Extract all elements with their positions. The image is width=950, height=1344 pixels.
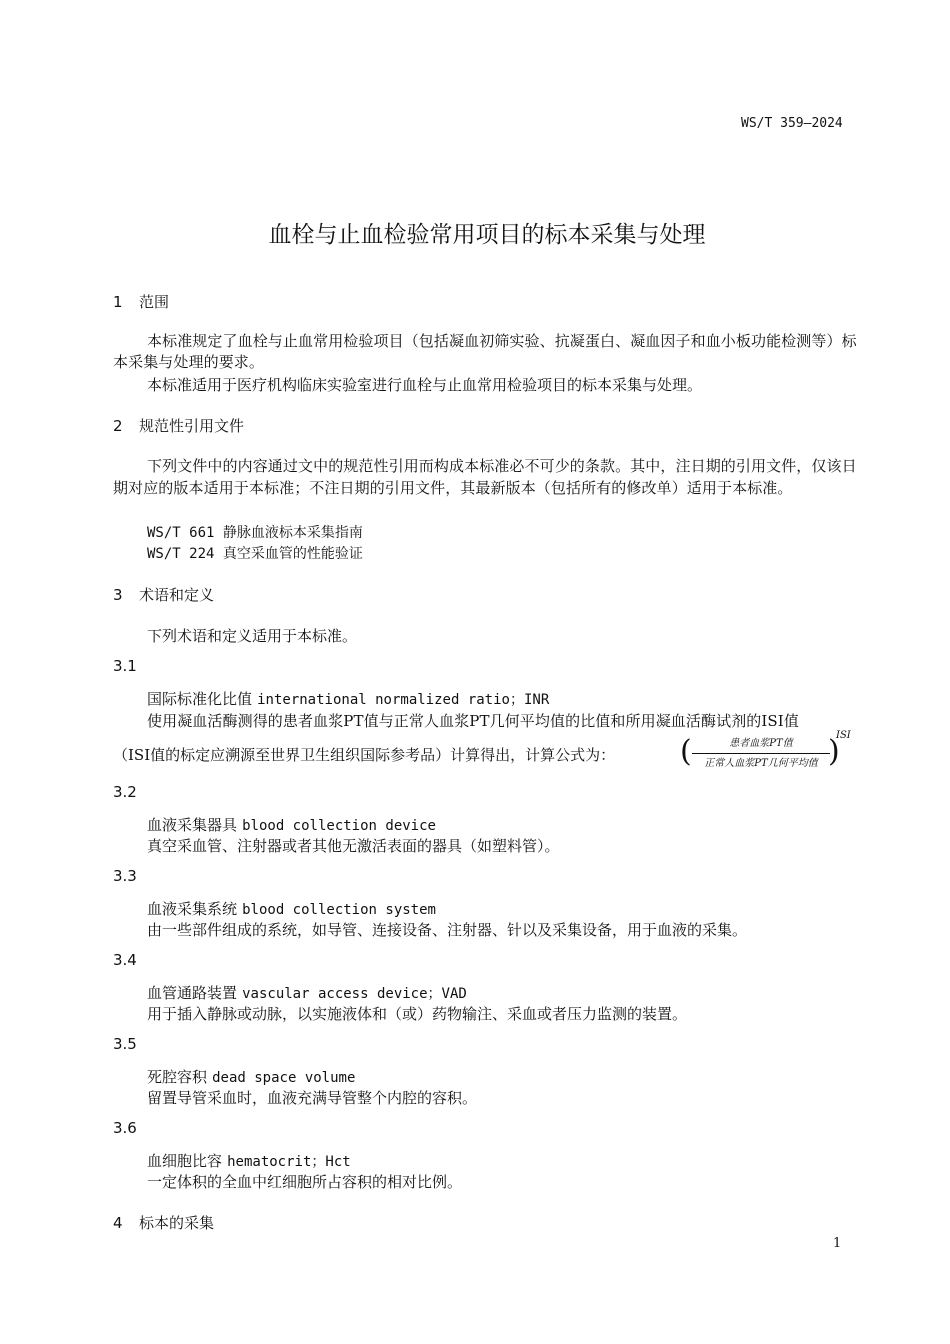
term-definition: 用于插入静脉或动脉，以实施液体和（或）药物输注、采血或者压力监测的装置。: [147, 1005, 688, 1023]
term-chinese: 血液采集器具: [147, 816, 238, 834]
page-number: 1: [833, 1236, 842, 1251]
term-number: 3.4: [113, 951, 137, 969]
term-definition: 使用凝血活酶测得的患者血浆PT值与正常人血浆PT几何平均值的比值和所用凝血活酶试剂的ISI值: [147, 712, 799, 730]
term-number: 3.3: [113, 867, 137, 885]
paragraph: 下列文件中的内容通过文中的规范性引用而构成本标准必不可少的条款。其中，注日期的引用文件，仅该日期对应的版本适用于本标准；不注日期的引用文件，其最新版本（包括所有的修改单）适用于本标准。: [113, 457, 857, 497]
term-english: blood collection device: [242, 818, 436, 834]
section-number: 2: [113, 417, 123, 435]
formula-exponent: ISI: [836, 730, 851, 741]
term-chinese: 血细胞比容: [147, 1152, 223, 1170]
term-definition: （ISI值的标定应溯源至世界卫生组织国际参考品）计算得出，计算公式为：: [113, 746, 616, 764]
term-number: 3.1: [113, 657, 137, 675]
term-title: [147, 814, 436, 835]
term-title: [147, 688, 549, 709]
term-english: dead space volume: [212, 1070, 356, 1086]
term-definition: 由一些部件组成的系统，如导管、连接设备、注射器、针以及采集设备，用于血液的采集。: [147, 921, 748, 939]
formula-numerator: 患者血浆PT值: [692, 736, 830, 754]
term-chinese: 死腔容积: [147, 1068, 208, 1086]
section-1-heading: [113, 291, 169, 312]
term-definition: 一定体积的全血中红细胞所占容积的相对比例。: [147, 1173, 463, 1191]
section-title: 标本的采集: [139, 1214, 215, 1232]
term-english: vascular access device；VAD: [242, 986, 467, 1002]
paragraph: 本标准适用于医疗机构临床实验室进行血栓与止血常用检验项目的标本采集与处理。: [147, 376, 703, 394]
section-title: 规范性引用文件: [139, 417, 245, 435]
reference-item: WS/T 224 真空采血管的性能验证: [147, 546, 363, 562]
section-2-heading: [113, 415, 244, 436]
section-number: 1: [113, 293, 123, 311]
formula-denominator: 正常人血浆PT几何平均值: [704, 758, 818, 769]
term-title: [147, 982, 467, 1003]
term-title: [147, 1066, 355, 1087]
section-title: 术语和定义: [139, 586, 215, 604]
paragraph: 下列术语和定义适用于本标准。: [147, 627, 358, 645]
inr-formula: [680, 730, 851, 775]
formula-fraction: [692, 736, 830, 771]
document-title: 血栓与止血检验常用项目的标本采集与处理: [268, 222, 706, 248]
term-chinese: 血液采集系统: [147, 900, 238, 918]
term-number: 3.5: [113, 1035, 137, 1053]
term-number: 3.2: [113, 783, 137, 801]
section-title: 范围: [139, 293, 170, 311]
paragraph: 本标准规定了血栓与止血常用检验项目（包括凝血初筛实验、抗凝蛋白、凝血因子和血小板功能检测等）标本采集与处理的要求。: [113, 332, 857, 371]
term-english: blood collection system: [242, 902, 436, 918]
term-chinese: 血管通路装置: [147, 984, 238, 1002]
section-number: 3: [113, 586, 123, 604]
section-4-heading: [113, 1212, 214, 1233]
section-number: 4: [113, 1214, 123, 1232]
section-3-heading: [113, 584, 214, 605]
reference-item: WS/T 661 静脉血液标本采集指南: [147, 525, 363, 541]
term-definition: 留置导管采血时，血液充满导管整个内腔的容积。: [147, 1089, 478, 1107]
term-english: international normalized ratio；INR: [257, 692, 550, 708]
term-title: [147, 1150, 351, 1171]
term-definition: 真空采血管、注射器或者其他无激活表面的器具（如塑料管）。: [147, 837, 560, 855]
term-chinese: 国际标准化比值: [147, 690, 253, 708]
term-english: hematocrit；Hct: [227, 1154, 351, 1170]
term-title: [147, 898, 436, 919]
formula-right-paren: ): [828, 734, 840, 769]
standard-number: WS/T 359—2024: [741, 116, 843, 131]
term-number: 3.6: [113, 1119, 137, 1137]
formula-left-paren: (: [680, 734, 692, 769]
